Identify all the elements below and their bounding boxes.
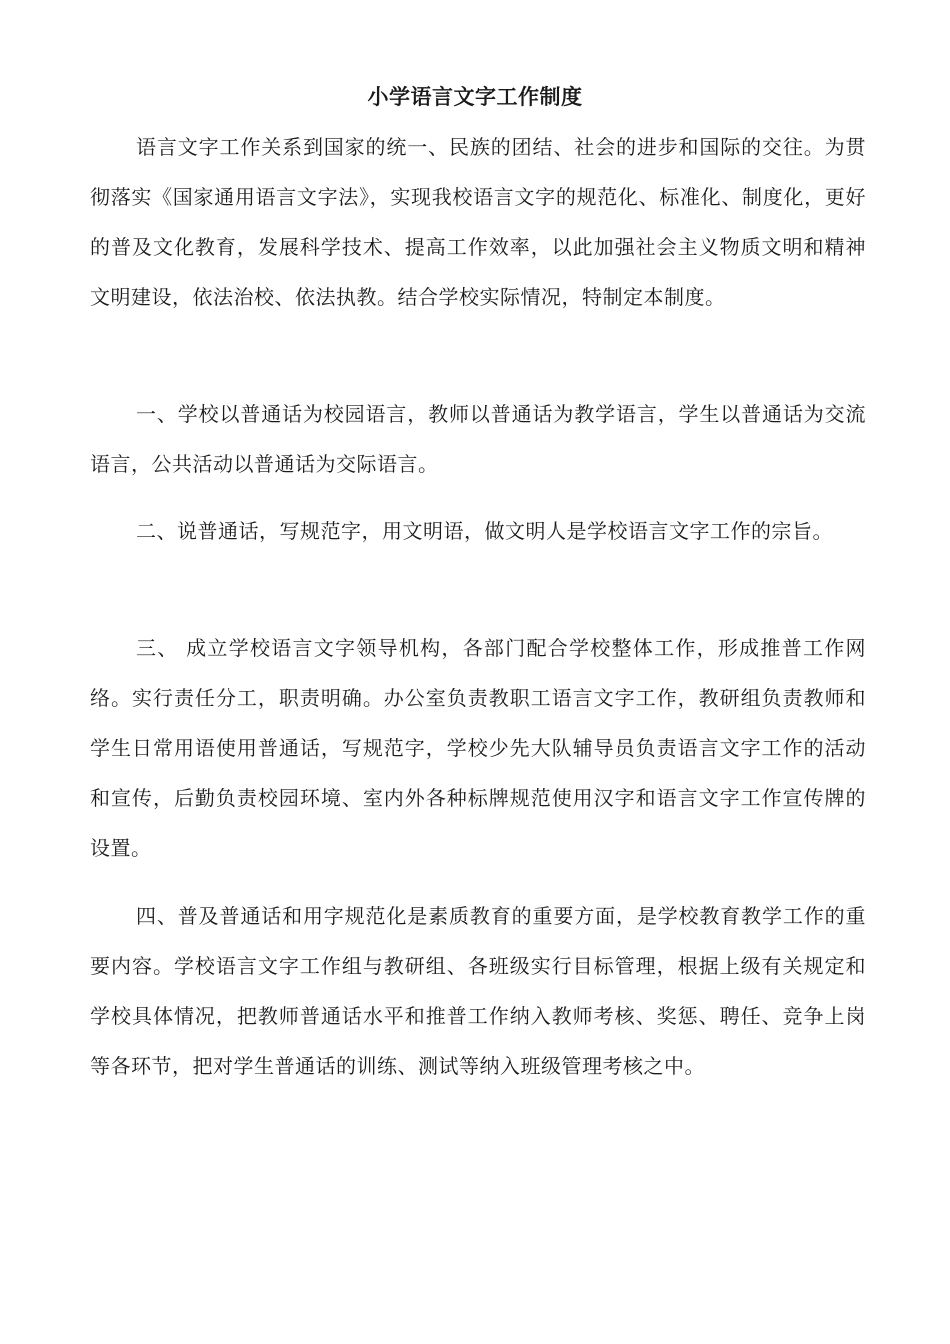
document-title: 小学语言文字工作制度 — [367, 84, 583, 109]
paragraph-intro: 语言文字工作关系到国家的统一、民族的团结、社会的进步和国际的交往。为贯彻落实《国家通用语言文字法》，实现我校语言文字的规范化、标准化、制度化，更好的普及文化教育，发展科学技术、提高工作效率，以此加强社会主义物质文明和精神文明建设，依法治校、依法执教。结合学校实际情况，特制定本制度。 — [90, 135, 866, 309]
paragraph-article-two: 二、说普通话，写规范字，用文明语，做文明人是学校语言文字工作的宗旨。 — [136, 519, 833, 543]
paragraph-article-four: 四、普及普通话和用字规范化是素质教育的重要方面，是学校教育教学工作的重要内容。学校语言文字工作组与教研组、各班级实行目标管理，根据上级有关规定和学校具体情况，把教师普通话水平和推普工作纳入教师考核、奖惩、聘任、竞争上岗等各环节，把对学生普通话的训练、测试等纳入班级管理考核之中。 — [90, 904, 866, 1078]
paragraph-article-one: 一、学校以普通话为校园语言，教师以普通话为教学语言，学生以普通话为交流语言，公共活动以普通话为交际语言。 — [90, 402, 866, 476]
paragraph-article-three: 三、 成立学校语言文字领导机构，各部门配合学校整体工作，形成推普工作网络。实行责任分工，职责明确。办公室负责教职工语言文字工作，教研组负责教师和学生日常用语使用普通话，写规范字，学校少先大队辅导员负责语言文字工作的活动和宣传，后勤负责校园环境、室内外各种标牌规范使用汉字和语言文字工作宣传牌的设置。 — [90, 636, 866, 860]
